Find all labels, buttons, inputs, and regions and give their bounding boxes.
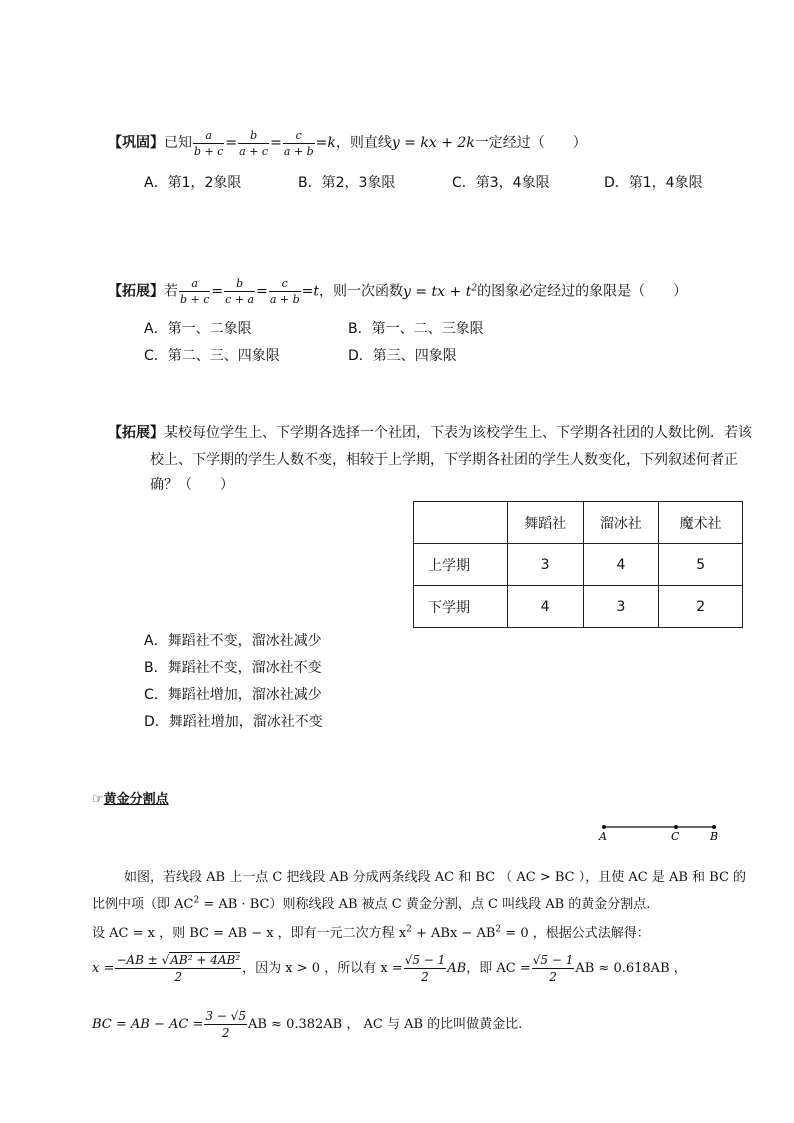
golden-paragraph-1: 如图，若线段 AB 上一点 C 把线段 AB 分成两条线段 AC 和 BC （ AC > BC ），且使 AC 是 AB 和 BC 的 — [124, 870, 747, 885]
q1-stem: 【巩固】已知 $\frac{a}{b + c}$ = $\frac{b}{a + c}$ = $\frac{c}{a + b}$ =k，则直线y = kx + 2k一定经过（ ） — [108, 128, 587, 158]
golden-bc-line: BC = AB − AC = $\frac{3 - √5}{2}$ AB ≈ 0.382AB ， AC 与 AB 的比叫做黄金比. — [92, 1009, 523, 1040]
q3-option-a: A．舞蹈社不变，溜冰社减少 — [144, 633, 322, 649]
golden-ratio-fraction-2: $\frac{√5 - 1}{2}$ — [532, 953, 574, 984]
label-c: C — [671, 830, 680, 843]
q1-frac-1: $\frac{a}{b + c}$ — [194, 128, 224, 158]
golden-heading-text: 黄金分割点 — [103, 792, 169, 807]
table-row — [414, 544, 743, 586]
q3-line-1: 【拓展】某校每位学生上、下学期各选择一个社团，下表为该校学生上、下学期各社团的人数比例．若该 — [108, 425, 752, 441]
segment-diagram — [596, 818, 726, 844]
table-header-cell: 溜冰社 — [583, 502, 659, 544]
table-row-label: 下学期 — [414, 586, 508, 628]
q2-tag: 【拓展】 — [108, 283, 164, 300]
q1-tag: 【巩固】 — [108, 135, 164, 151]
golden-ratio-fraction-1: $\frac{√5 - 1}{2}$ — [404, 953, 446, 984]
q2-mid: ，则一次函数 — [319, 283, 404, 300]
q3-line-3: 确？（ ） — [150, 477, 234, 493]
golden-paragraph-2: 设 AC = x ，则 BC = AB − x ，即有一元二次方程 $x^2$ + ABx − $AB^2 = 0$ ，根据公式法解得： — [92, 924, 650, 941]
pointing-hand-icon: ☞ — [92, 792, 104, 807]
q3-option-d: D．舞蹈社增加，溜冰社不变 — [144, 714, 323, 730]
golden-solution-line: x = $\frac{\text{−AB ± √AB² + 4AB²}}{2}$ ，因为 x > 0 ，所以有 x = $\frac{√5 - 1}{2}$ AB，即 AC = $\frac{√5 - 1}{2}$ AB ≈ 0.618AB ， — [92, 953, 687, 984]
table-cell: 2 — [659, 586, 743, 628]
table-cell: 4 — [507, 586, 583, 628]
q2-frac-2: $\frac{b}{c + a}$ — [225, 277, 255, 307]
q1-frac-3: $\frac{c}{a + b}$ — [283, 128, 314, 158]
table-corner-cell — [414, 502, 508, 544]
point-b — [712, 825, 716, 829]
q2-option-a: A．第一、二象限 — [144, 321, 252, 337]
point-c — [674, 825, 678, 829]
golden-heading — [92, 788, 169, 807]
q2-func: y = tx + $t^2$ — [403, 283, 478, 300]
table-row — [414, 586, 743, 628]
q2-option-b: B．第一、二、三象限 — [348, 321, 484, 337]
table-header-cell: 舞蹈社 — [507, 502, 583, 544]
q2-tail: 的图象必定经过的象限是（ ） — [477, 283, 688, 300]
q2-option-c: C．第二、三、四象限 — [144, 348, 280, 364]
q1-mid: ，则直线 — [335, 135, 392, 151]
table-row-label: 上学期 — [414, 544, 508, 586]
label-b: B — [710, 830, 719, 843]
q3-option-c: C．舞蹈社增加，溜冰社减少 — [144, 687, 322, 703]
table-cell: 5 — [659, 544, 743, 586]
q1-frac-2: $\frac{b}{a + c}$ — [239, 128, 269, 158]
q1-option-d: D．第1，4象限 — [604, 175, 703, 191]
q1-line-expr: y = kx + 2k — [391, 135, 475, 151]
q1-option-b: B．第2，3象限 — [298, 175, 396, 191]
club-ratio-table — [413, 501, 743, 628]
table-cell: 4 — [583, 544, 659, 586]
q1-tail: 一定经过（ ） — [474, 135, 587, 151]
q1-option-c: C．第3，4象限 — [452, 175, 550, 191]
q2-frac-1: $\frac{a}{b + c}$ — [180, 277, 210, 307]
table-header-row — [414, 502, 743, 544]
q1-lead: 已知 — [164, 135, 192, 151]
table-cell: 3 — [583, 586, 659, 628]
table-header-cell: 魔术社 — [659, 502, 743, 544]
q3-line-2: 校上、下学期的学生人数不变，相较于上学期，下学期各社团的学生人数变化，下列叙述何者正 — [150, 452, 738, 468]
q2-option-d: D．第三、四象限 — [348, 348, 457, 364]
q2-stem: 【拓展】若 $\frac{a}{b + c}$ = $\frac{b}{c + a}$ = $\frac{c}{a + b}$ =t，则一次函数y = tx + $t^2$的图象必定经过的象限是（ ） — [108, 277, 688, 307]
q1-option-a: A．第1，2象限 — [144, 175, 242, 191]
q2-lead: 若 — [164, 283, 178, 300]
table-cell: 3 — [507, 544, 583, 586]
golden-paragraph-1b: 比例中项（即 $AC^2$ = AB · BC）则称线段 AB 被点 C 黄金分割，点 C 叫线段 AB 的黄金分割点. — [92, 895, 651, 912]
q2-frac-3: $\frac{c}{a + b}$ — [269, 277, 300, 307]
bc-fraction: $\frac{3 - √5}{2}$ — [205, 1009, 246, 1040]
label-a: A — [599, 830, 607, 843]
point-a — [602, 825, 606, 829]
q3-option-b: B．舞蹈社不变，溜冰社不变 — [144, 660, 322, 676]
q3-tag: 【拓展】 — [108, 425, 164, 441]
quadratic-formula-fraction: $\frac{\text{−AB ± √AB² + 4AB²}}{2}$ — [116, 953, 241, 984]
